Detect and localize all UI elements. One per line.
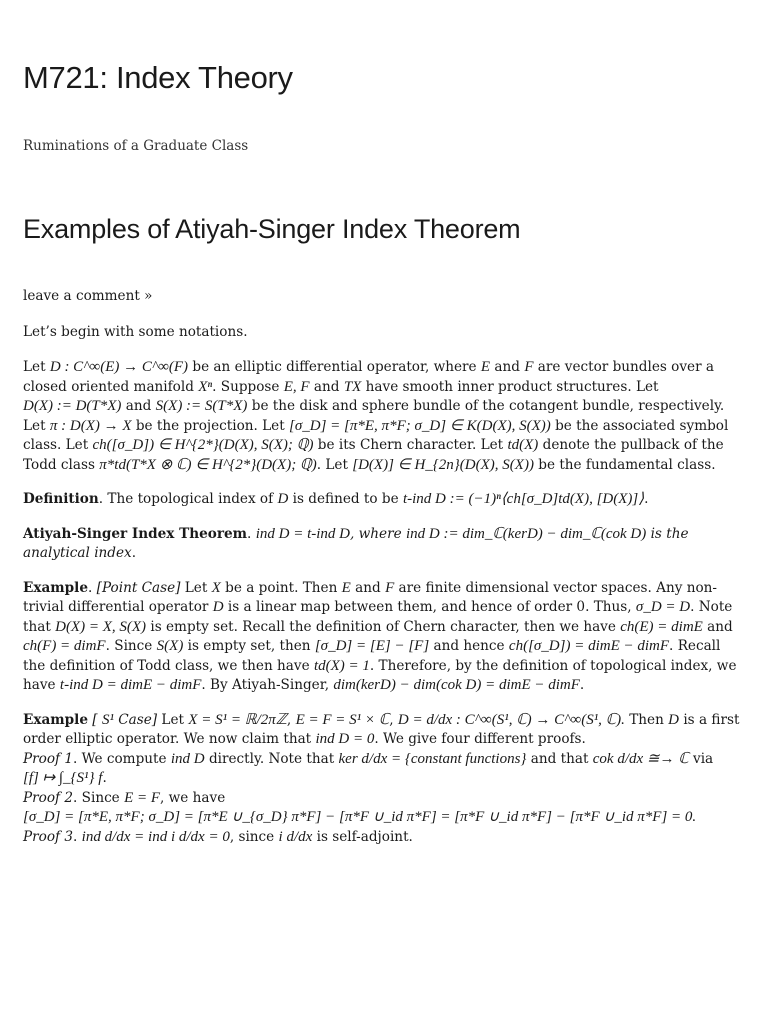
proof-2	[23, 789, 745, 828]
text-run: be its Chern character. Let	[313, 437, 508, 453]
text-run: .	[73, 828, 82, 845]
text-run: be the disk and sphere bundle of the cotangent bundle, respectively. Let	[23, 398, 725, 434]
leave-comment-link[interactable]: leave a comment »	[23, 288, 153, 304]
math-formula: [σ_D] = [π*E, π*F; σ_D] = [π*E ∪_{σ_D} π*F] − [π*F ∪_id π*F] = [π*F ∪_id π*F] − [π*F ∪_id π*F] = 0.	[23, 809, 697, 825]
text-run: is empty set, then	[183, 638, 315, 654]
text-run: .	[644, 491, 649, 507]
math-formula: π : D(X) → X	[49, 417, 132, 434]
text-run: . Let	[316, 456, 353, 473]
math-formula: Xⁿ	[198, 378, 213, 395]
math-formula: [D(X)] ∈ H_{2n}(D(X), S(X))	[352, 456, 534, 473]
italic-text: [	[87, 711, 102, 728]
math-formula: ch(F) = dimF	[23, 638, 106, 654]
point-case-example	[23, 579, 745, 696]
text-run: and that	[526, 750, 593, 767]
proof-3	[23, 828, 745, 848]
math-formula: ind D = 0	[315, 731, 375, 747]
post-content	[23, 287, 745, 847]
math-formula: D(X) := D(T*X)	[23, 398, 122, 414]
math-formula: D = d/dx : C^∞(S¹, ℂ) → C^∞(S¹, ℂ).	[397, 711, 625, 728]
text-run: directly. Note that	[204, 750, 339, 767]
proof-1	[23, 750, 745, 789]
math-formula: ind d/dx = ind i d/dx = 0	[81, 828, 230, 845]
math-formula: S¹	[101, 711, 114, 728]
text-run: . Since	[105, 638, 157, 654]
math-formula: ind D := dim_ℂ(kerD) − dim_ℂ(cok D)	[405, 525, 647, 542]
text-run: be the fundamental class.	[533, 456, 716, 473]
bold-label: Definition	[23, 491, 99, 507]
italic-text: [Point Case]	[96, 579, 181, 596]
text-run: is empty set. Recall the definition of Chern character, then we have	[146, 618, 621, 635]
text-run: is a first order elliptic operator. We now claim that	[23, 711, 740, 747]
math-formula: [f] ↦ ∫_{S¹} f	[23, 770, 103, 786]
text-run: is self-adjoint.	[312, 828, 413, 845]
math-formula: σ_D = D	[635, 599, 691, 615]
text-run: is a linear map between them, and hence of order 0. Thus,	[223, 599, 636, 615]
text-run: and	[702, 618, 733, 635]
blog-description: Ruminations of a Graduate Class	[23, 138, 249, 154]
post-title[interactable]: Examples of Atiyah-Singer Index Theorem	[23, 214, 521, 244]
text-run: ,	[389, 711, 398, 728]
text-run: . We give four different proofs.	[374, 731, 586, 747]
notation-paragraph	[23, 358, 745, 475]
text-run: Let	[180, 579, 212, 596]
math-formula: ch([σ_D]) ∈ H^{2*}(D(X), S(X); ℚ)	[92, 437, 314, 453]
math-formula: E = F	[124, 789, 161, 806]
math-formula: t-ind D = dimE − dimF	[59, 677, 202, 693]
blog-title[interactable]: M721: Index Theory	[23, 60, 293, 95]
math-formula: ch(E) = dimE	[620, 618, 703, 635]
text-run: be the associated symbol class. Let	[23, 417, 729, 453]
math-formula: ker d/dx = {constant functions}	[338, 750, 527, 767]
theorem-paragraph	[23, 525, 745, 564]
math-formula: i d/dx	[278, 828, 313, 845]
text-run: and hence	[429, 638, 509, 654]
text-run: .	[247, 525, 256, 542]
bold-label: Atiyah-Singer Index Theorem	[23, 525, 248, 542]
text-run: Let	[23, 359, 50, 375]
intro-paragraph: Let’s begin with some notations.	[23, 323, 248, 340]
text-run: ,	[286, 711, 296, 728]
text-run: be a point. Then	[220, 579, 342, 596]
text-run: be the projection. Let	[131, 417, 290, 434]
text-run: .	[87, 579, 97, 596]
text-run: .	[102, 770, 107, 786]
text-run: . Suppose	[212, 378, 284, 395]
text-run: , since	[229, 828, 279, 845]
math-formula: [σ_D] = [E] − [F]	[314, 638, 430, 654]
text-run: via	[688, 750, 714, 767]
math-formula: E, F	[283, 378, 310, 395]
math-formula: S(X)	[156, 638, 184, 654]
math-formula: D(X) = X, S(X)	[55, 618, 147, 635]
math-formula: cok d/dx ≅→ ℂ	[592, 750, 689, 767]
text-run: be an elliptic differential operator, where	[188, 359, 481, 375]
math-formula: X = S¹ = ℝ/2πℤ	[188, 711, 287, 728]
text-run: have smooth inner product structures. Let	[361, 378, 659, 395]
comment-paragraph	[23, 287, 745, 307]
math-formula: td(X)	[507, 437, 539, 453]
definition-paragraph	[23, 490, 745, 510]
math-formula: X	[211, 579, 221, 596]
math-formula: ind D = t-ind D	[255, 525, 350, 542]
math-formula: D : C^∞(E) → C^∞(F)	[49, 359, 189, 375]
text-run: , we have	[160, 789, 226, 806]
circle-case-example	[23, 711, 745, 750]
math-formula: ch([σ_D]) = dimE − dimF	[508, 638, 670, 654]
text-run: . The topological index of	[98, 491, 278, 507]
math-formula: E	[480, 359, 491, 375]
math-formula: [σ_D] = [π*E, π*F; σ_D] ∈ K(D(X), S(X))	[289, 417, 551, 434]
italic-text: , where	[350, 525, 406, 542]
text-run: .	[131, 545, 137, 561]
bold-label: Example	[23, 579, 88, 596]
text-run: and	[309, 378, 344, 395]
text-run: .	[579, 677, 585, 693]
math-formula: D	[277, 491, 289, 507]
text-run: . Note that	[23, 599, 733, 635]
text-run: Let	[157, 711, 189, 728]
text-run: and	[350, 579, 386, 596]
italic-text: Proof 1	[23, 750, 74, 767]
math-formula: F	[385, 579, 395, 596]
text-run: and	[121, 398, 156, 414]
text-run: denote the pullback of the Todd class	[23, 437, 724, 473]
text-run: Then	[624, 711, 669, 728]
text-run: . Since	[73, 789, 125, 806]
math-formula: E = F = S¹ × ℂ	[295, 711, 390, 728]
italic-text: Case]	[113, 711, 158, 728]
text-run: . We compute	[73, 750, 171, 767]
italic-text: is the analytical index	[23, 525, 689, 561]
math-formula: dim(kerD) − dim(cok D) = dimE − dimF	[333, 677, 580, 693]
math-formula: E	[341, 579, 351, 596]
math-formula: π*td(T*X ⊗ ℂ) ∈ H^{2*}(D(X); ℚ)	[99, 456, 317, 473]
text-run: are finite dimensional vector spaces. Any non-trivial differential operator	[23, 579, 718, 615]
text-run: is defined to be	[288, 491, 403, 507]
bold-label: Example	[23, 711, 88, 728]
math-formula: F	[524, 359, 534, 375]
text-run: . By Atiyah-Singer,	[201, 677, 334, 693]
italic-text: Proof 3	[23, 828, 74, 845]
math-formula: t-ind D := (−1)ⁿ⟨ch[σ_D]td(X), [D(X)]⟩	[402, 491, 645, 507]
text-run: and	[490, 359, 525, 375]
math-formula: TX	[343, 378, 362, 395]
math-formula: D	[668, 711, 680, 728]
math-formula: S(X) := S(T*X)	[155, 398, 248, 414]
text-run: . Recall the definition of Todd class, we then have	[23, 638, 721, 674]
text-run: are vector bundles over a closed oriented manifold	[23, 359, 715, 395]
italic-text: Proof 2	[23, 789, 74, 806]
text-run: . Therefore, by the definition of topological index, we have	[23, 657, 737, 693]
math-formula: D	[212, 599, 224, 615]
math-formula: td(X) = 1	[313, 657, 370, 674]
math-formula: ind D	[170, 750, 205, 767]
